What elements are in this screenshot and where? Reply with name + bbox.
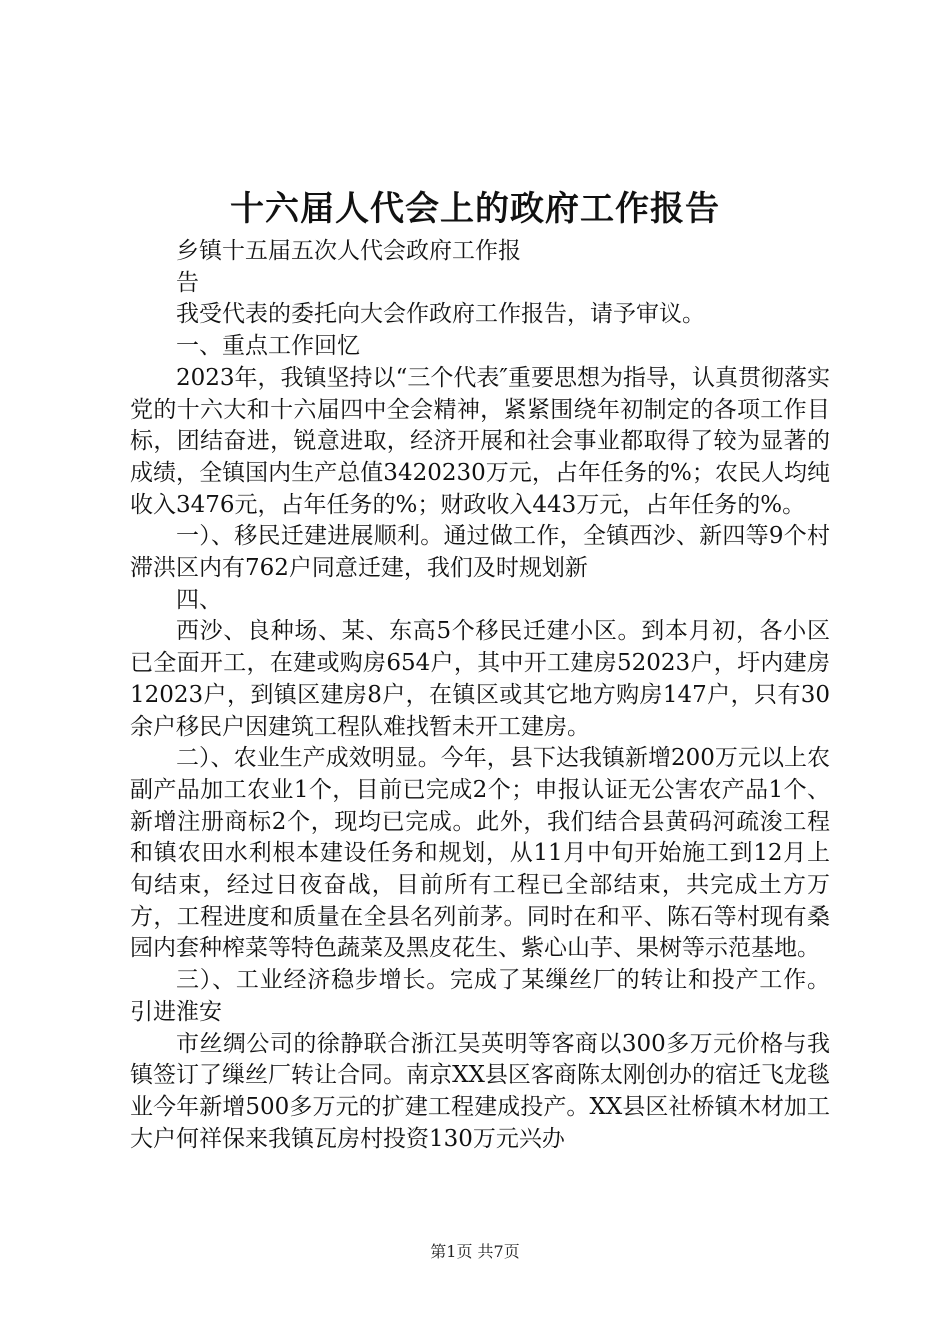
section-heading: 一、重点工作回忆 <box>176 333 360 360</box>
paragraph-agriculture: 二）、农业生产成效明显。今年，县下达我镇新增200万元以上农副产品加工农业1个，目前已完成2个；申报认证无公害农产品1个、新增注册商标2个，现均已完成。此外，我们结合县黄码河疏浚工程和镇农田水利根本建设任务和规划，从11月中旬开始施工到12月上旬结束，经过日夜奋战，目前所有工程已全部结束，共完成土方万方，工程进度和质量在全县名列前茅。同时在和平、陈石等村现有桑园内套种榨菜等特色蔬菜及黑皮花生、紫心山芋、果树等示范基地。 <box>130 745 830 962</box>
page-number-footer: 第1页 共7页 <box>430 1242 520 1261</box>
document-body <box>130 236 830 1155</box>
paragraph-migration: 一）、移民迁建进展顺利。通过做工作，全镇西沙、新四等9个村滞洪区内有762户同意迁建，我们及时规划新 <box>130 523 830 582</box>
paragraph-industry-cont: 市丝绸公司的徐静联合浙江吴英明等客商以300多万元价格与我镇签订了缫丝厂转让合同。南京XX县区客商陈太刚创办的宿迁飞龙毯业今年新增500多万元的扩建工程建成投产。XX县区社桥镇木材加工大户何祥保来我镇瓦房村投资130万元兴办 <box>130 1030 830 1152</box>
paragraph-subtitle: 乡镇十五届五次人代会政府工作报 <box>176 238 521 264</box>
paragraph-migration-cont: 西沙、良种场、某、东高5个移民迁建小区。到本月初，各小区已全面开工，在建或购房654户，其中开工建房52023户，圩内建房12023户，到镇区建房8户，在镇区或其它地方购房147户，只有30余户移民户因建筑工程队难找暂未开工建房。 <box>130 618 830 740</box>
paragraph-overview: 2023年，我镇坚持以“三个代表″重要思想为指导，认真贯彻落实党的十六大和十六届四中全会精神，紧紧围绕年初制定的各项工作目标，团结奋进，锐意进取，经济开展和社会事业都取得了较为显著的成绩，全镇国内生产总值3420230万元，占年任务的%；农民人均纯收入3476元，占年任务的%；财政收入443万元，占年任务的%。 <box>130 364 830 518</box>
paragraph-industry: 三）、工业经济稳步增长。完成了某缫丝厂的转让和投产工作。引进淮安 <box>130 967 830 1025</box>
paragraph-subtitle-cont: 告 <box>176 269 199 296</box>
paragraph-intro: 我受代表的委托向大会作政府工作报告，请予审议。 <box>176 301 705 328</box>
paragraph-fragment: 四、 <box>176 586 222 613</box>
document-title: 十六届人代会上的政府工作报告 <box>230 189 720 229</box>
